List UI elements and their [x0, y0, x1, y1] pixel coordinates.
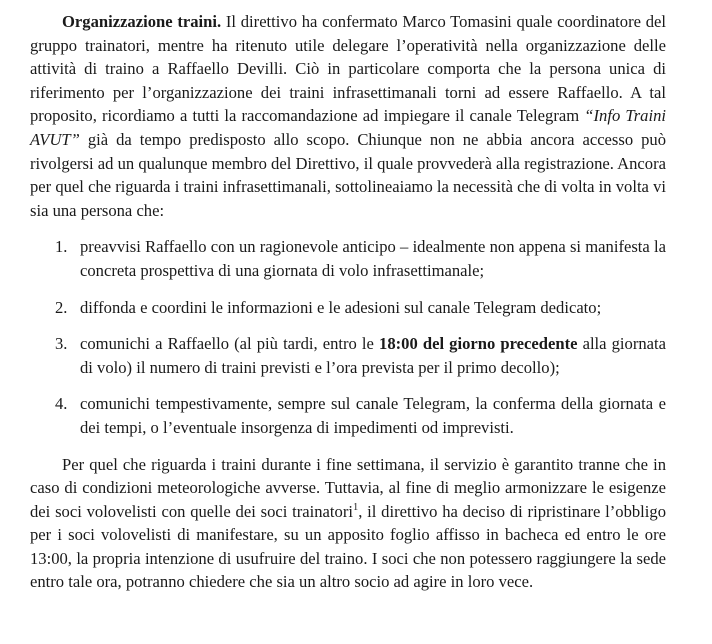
requirements-list [30, 235, 666, 439]
telegram-channel-name: “Info Traini AVUT” [30, 106, 666, 149]
section-heading: Organizzazione traini. [62, 12, 222, 31]
deadline-highlight: 18:00 del giorno precedente [379, 334, 578, 354]
intro-paragraph [30, 10, 666, 222]
footnote-marker: 1 [352, 501, 359, 513]
closing-paragraph [30, 453, 666, 595]
list-item [30, 296, 666, 320]
list-item-number: 1. [55, 237, 68, 257]
intro-text-part-1: Il direttivo ha confermato Marco Tomasini quale coordinatore del gruppo trainatori, mentre ha ritenuto utile delegare l’operatività nella organizzazione delle attività di traino a Raffaello Devilli. Ciò in particolare comporta che la persona unica di riferimento per l’organizzazione dei traini infrasettimanali torni ad essere Raffaello. A tal proposito, ricordiamo a tutti la raccomandazione ad impiegare il canale Telegram [30, 12, 666, 126]
list-item-number: 3. [55, 334, 68, 354]
list-item [30, 235, 666, 282]
list-item-text: diffonda e coordini le informazioni e le adesioni sul canale Telegram dedicato; [80, 297, 602, 317]
intro-text-part-2: già da tempo predisposto allo scopo. Chiunque non ne abbia ancora accesso può rivolgersi ad un qualunque membro del Direttivo, il quale provvederà alla registrazione. Ancora per quel che riguarda i traini infrasettimanali, sottolineaiamo la necessità che di volta in volta vi sia una persona che: [30, 129, 666, 220]
list-item-number: 2. [55, 297, 68, 317]
list-item-number: 4. [55, 394, 68, 414]
closing-text-part-1: Per quel che riguarda i traini durante i fine settimana, il servizio è garantito tranne che in caso di condizioni meteorologiche avverse. Tuttavia, al fine di meglio armonizzare le esigenze dei soci volovelisti con quelle dei soci trainatori [30, 454, 666, 521]
list-item-text-after: alla giornata di volo) il numero di traini previsti e l’ora prevista per il primo decollo); [80, 334, 666, 377]
list-item-text: preavvisi Raffaello con un ragionevole anticipo – idealmente non appena si manifesta la concreta prospettiva di una giornata di volo infrasettimanale; [80, 237, 666, 280]
list-item [30, 332, 666, 379]
list-item [30, 392, 666, 439]
document-page [30, 10, 666, 594]
closing-text-part-2: , il direttivo ha deciso di ripristinare l’obbligo per i soci volovelisti di manifestare, su un apposito foglio affisso in bacheca ed entro le ore 13:00, la propria intenzione di usufruire del traino. I soci che non potessero raggiungere la sede entro tale ora, potranno chiedere che sia un altro socio ad agire in loro vece. [30, 501, 666, 592]
list-item-text: comunichi tempestivamente, sempre sul canale Telegram, la conferma della giornata e dei tempi, o l’eventuale insorgenza di impedimenti od imprevisti. [80, 394, 666, 437]
list-item-text-before: comunichi a Raffaello (al più tardi, entro le [80, 334, 380, 354]
